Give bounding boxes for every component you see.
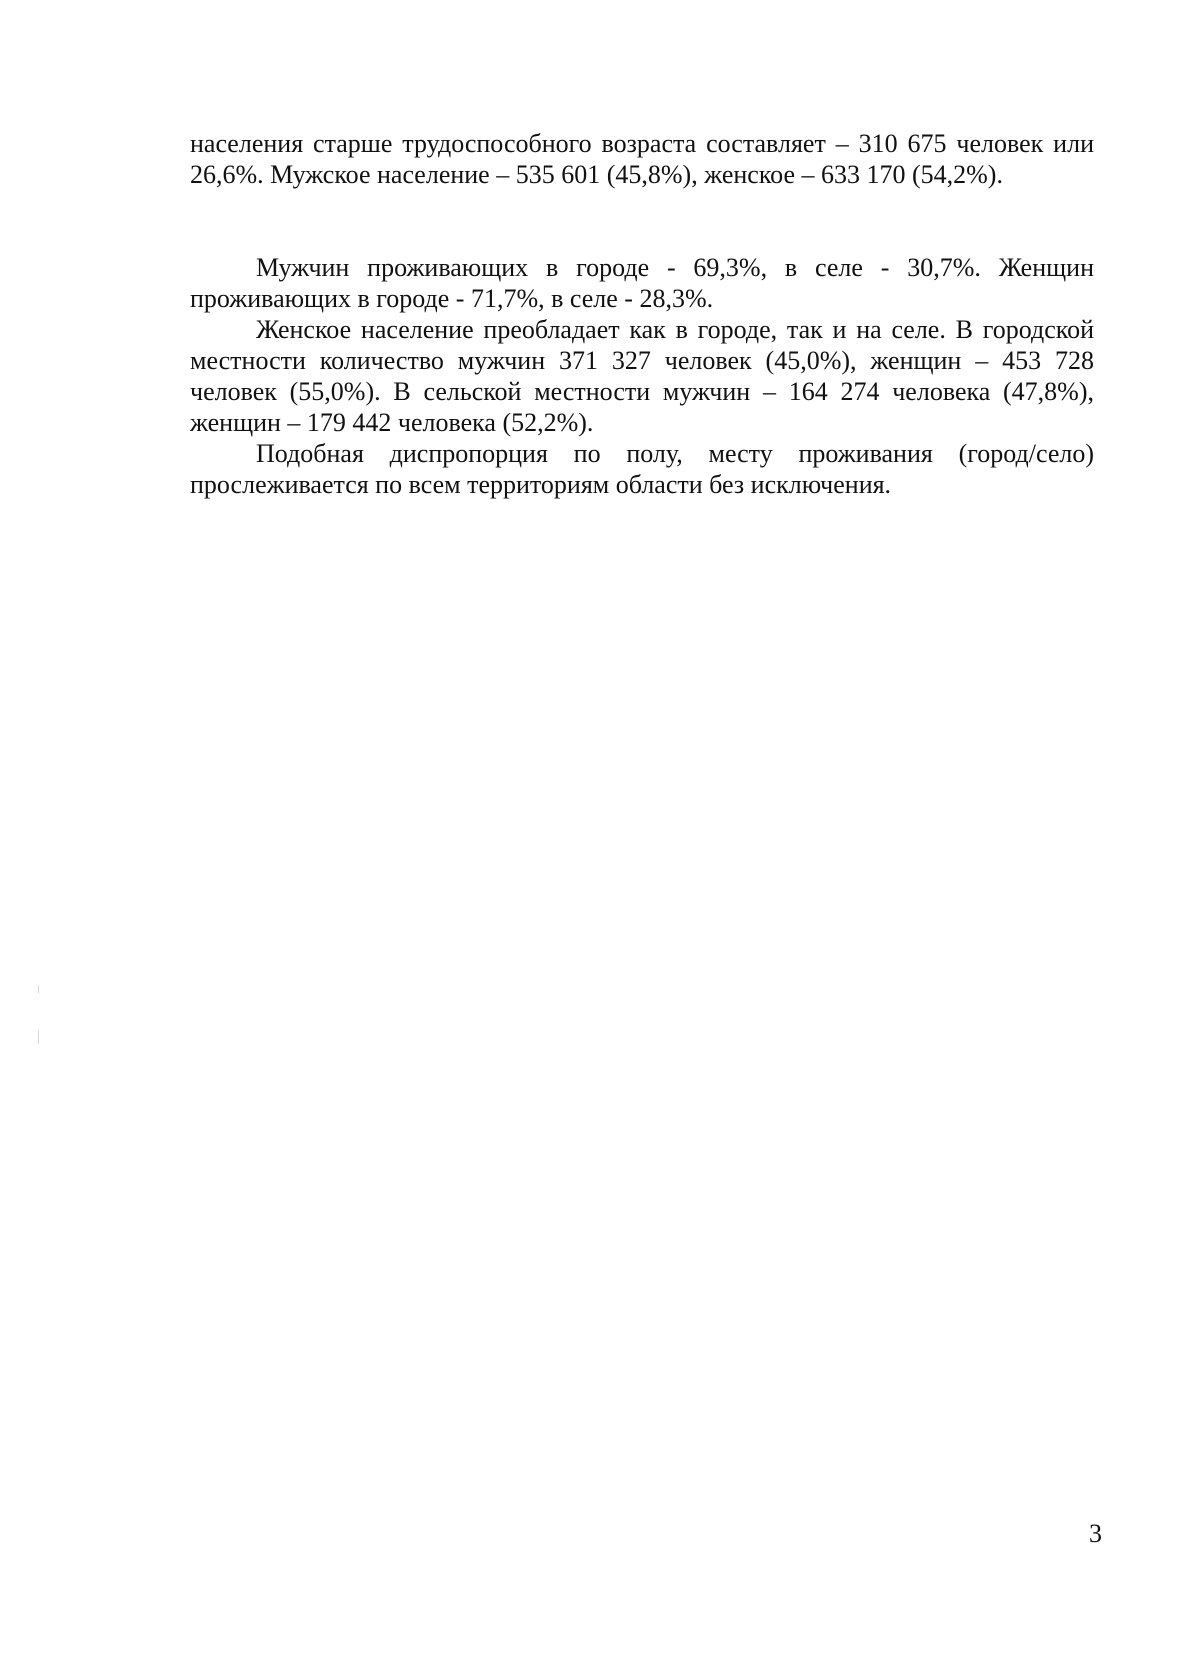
paragraph-female-prevalence: Женское население преобладает как в городе, так и на селе. В городской местности количество мужчин 371 327 человек (45,0%), женщин – 453 728 человек (55,0%). В сельской местности мужчин – 164 274 человека (47,8%), женщин – 179 442 человека (52,2%). (190, 315, 1094, 437)
paragraph-population-summary: населения старше трудоспособного возраста составляет – 310 675 человек или 26,6%. Мужское население – 535 601 (45,8%), женское – 633 170 (54,2%). (190, 129, 1094, 189)
text-block-top (190, 128, 1094, 190)
scan-speck (38, 985, 39, 993)
paragraph-disproportion: Подобная диспропорция по полу, месту проживания (город/село) прослеживается по всем территориям области без исключения. (190, 439, 1094, 499)
page-number: 3 (1089, 1519, 1102, 1548)
text-block-main (190, 252, 1094, 500)
scan-speck (38, 1030, 39, 1044)
paragraph-urban-rural-share: Мужчин проживающих в городе - 69,3%, в селе - 30,7%. Женщин проживающих в городе - 71,7%, в селе - 28,3%. (190, 253, 1094, 313)
